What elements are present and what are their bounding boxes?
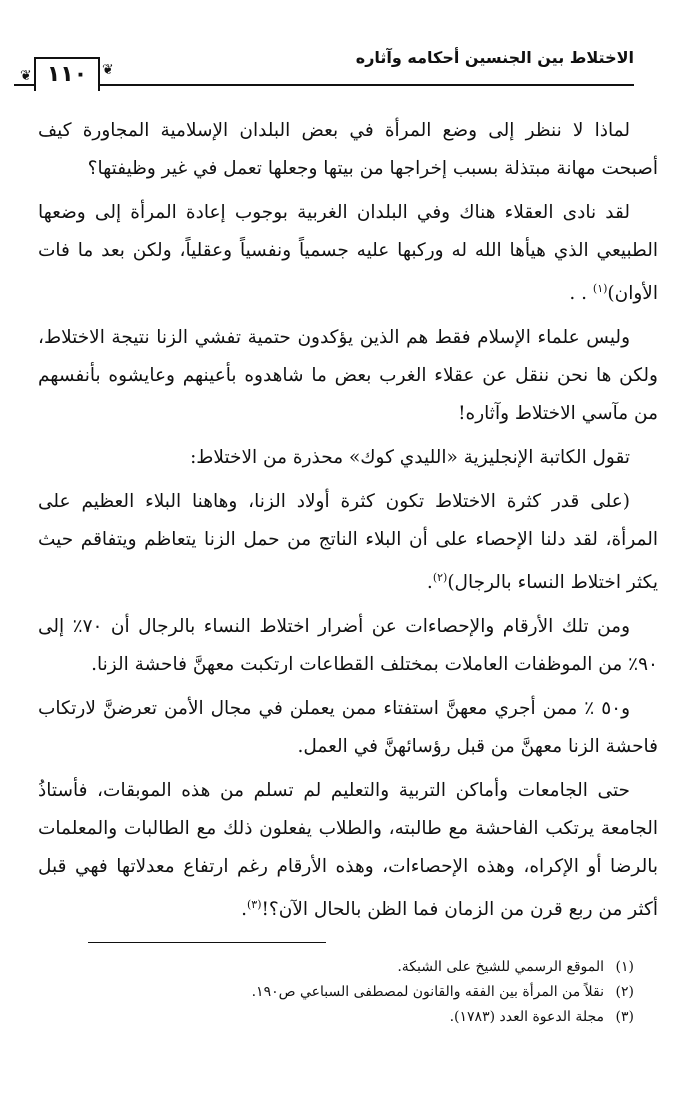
- paragraph: [38, 483, 658, 602]
- page-number: ١١٠: [34, 57, 100, 91]
- running-title: الاختلاط بين الجنسين أحكامه وآثاره: [355, 48, 634, 67]
- paragraph-text: ومن تلك الأرقام والإحصاءات عن أضرار اختلاط النساء بالرجال أن ٧٠٪ إلى ٩٠٪ من الموظفات العاملات بمختلف القطاعات ارتكبت معهنَّ فاحشة الزنا.: [38, 616, 658, 676]
- footnote-mark: (٣): [615, 1009, 634, 1025]
- paragraph: [38, 690, 658, 766]
- floral-ornament-icon: ❦: [102, 62, 114, 78]
- body-text: [38, 112, 658, 935]
- paragraph: [38, 319, 658, 433]
- paragraph: [38, 112, 658, 188]
- footnote-mark: (١): [615, 959, 634, 975]
- paragraph-text: لقد نادى العقلاء هناك وفي البلدان الغربية بوجوب إعادة المرأة إلى وضعها الطبيعي الذي هيأها الله له وركبها عليه جسمياً ونفسياً وعقلياً، ولكن بعد ما فات الأوان): [38, 202, 658, 305]
- footnote: [74, 955, 634, 980]
- paragraph-text: و٥٠ ٪ ممن أجري معهنَّ استفتاء ممن يعملن في مجال الأمن تعرضنَّ لارتكاب فاحشة الزنا معهنَّ من قبل رؤسائهنَّ في العمل.: [38, 698, 658, 758]
- paragraph-tail: .: [426, 572, 433, 594]
- footnote: [74, 980, 634, 1005]
- paragraph: [38, 772, 658, 929]
- header-rule-left: [14, 84, 34, 86]
- paragraph-tail: .: [241, 899, 247, 921]
- header-rule: [98, 84, 634, 86]
- floral-ornament-icon: ❦: [20, 68, 32, 84]
- footnote-ref: (٣): [246, 898, 262, 912]
- footnote-text: مجلة الدعوة العدد (١٧٨٣).: [449, 1009, 604, 1025]
- footnote-separator: [88, 942, 326, 943]
- footnotes: [74, 955, 634, 1030]
- paragraph-text: (على قدر كثرة الاختلاط تكون كثرة أولاد الزنا، وهاهنا البلاء العظيم على المرأة، لقد دلنا الإحصاء على أن البلاء الناتج من حمل الزنا يتعاظم ويتفاقم حيث يكثر اختلاط النساء بالرجال): [38, 491, 658, 594]
- paragraph: [38, 608, 658, 684]
- paragraph-tail: . .: [569, 283, 593, 305]
- footnote-ref: (٢): [432, 571, 448, 585]
- paragraph: [38, 439, 658, 477]
- footnote: [74, 1005, 634, 1030]
- footnote-text: نقلاً من المرأة بين الفقه والقانون لمصطفى السباعي ص١٩٠.: [251, 984, 604, 1000]
- paragraph-text: لماذا لا ننظر إلى وضع المرأة في بعض البلدان الإسلامية المجاورة كيف أصبحت مهانة مبتذلة بسبب إخراجها من بيتها وجعلها تعمل في غير وظيفتها؟: [38, 120, 658, 179]
- paragraph-text: تقول الكاتبة الإنجليزية «الليدي كوك» محذرة من الاختلاط:: [190, 447, 630, 469]
- paragraph: [38, 194, 658, 313]
- page-header: [14, 38, 634, 98]
- footnote-ref: (١): [592, 282, 608, 295]
- footnote-mark: (٢): [615, 984, 634, 1000]
- paragraph-text: وليس علماء الإسلام فقط هم الذين يؤكدون حتمية تفشي الزنا نتيجة الاختلاط، ولكن ها نحن ننقل عن عقلاء الغرب بعض ما شاهدوه بأعينهم وعايشوه بأنفسهم من مآسي الاختلاط وآثاره!: [38, 327, 658, 425]
- paragraph-text: حتى الجامعات وأماكن التربية والتعليم لم تسلم من هذه الموبقات، فأستاذُ الجامعة يرتكب الفاحشة مع طالبته، والطلاب يفعلون ذلك مع الطالبات والمعلمات بالرضا أو الإكراه، وهذه الإحصاءات، وهذه الأرقام رغم ارتفاع معدلاتها فهي قبل أكثر من ربع قرن من الزمان فما الظن بالحال الآن؟!: [38, 780, 658, 921]
- footnote-text: الموقع الرسمي للشيخ على الشبكة.: [397, 959, 604, 975]
